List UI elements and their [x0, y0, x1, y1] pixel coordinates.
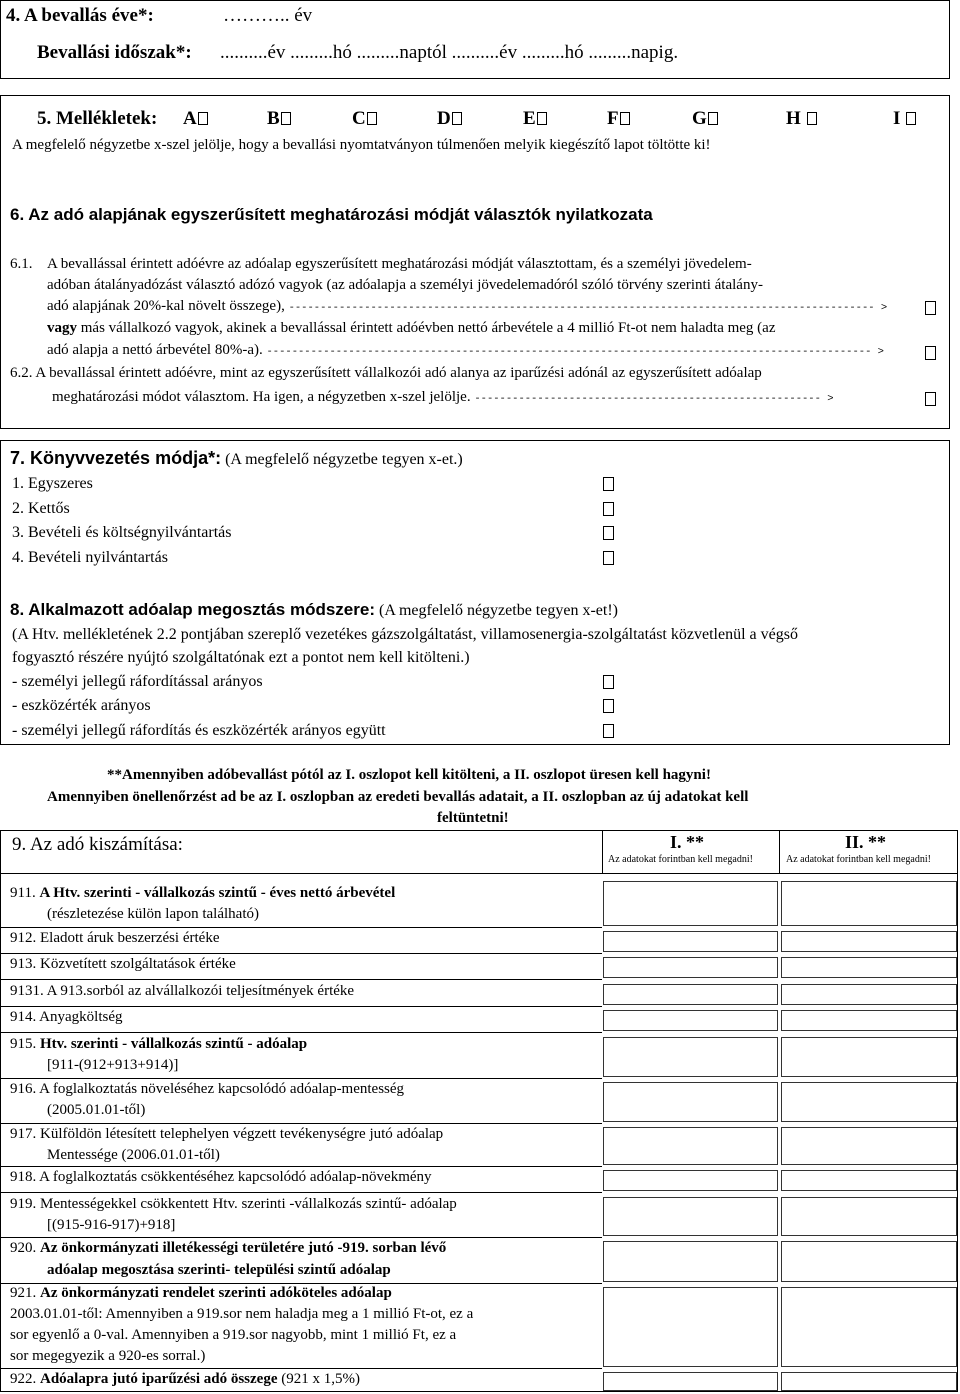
- apportion-checkbox[interactable]: [603, 699, 614, 713]
- section-8-note-1: (A Htv. mellékletének 2.2 pontjában szereplő vezetékes gázszolgáltatást, villamosenergia-szolgáltatást közvetlenül a végső: [12, 626, 798, 643]
- amount-input-box[interactable]: [781, 1010, 957, 1031]
- checkbox[interactable]: [281, 112, 291, 125]
- row-921-line-3: sor egyenlő a 0-val. Amennyiben a 919.sor nagyobb, mint 1 millió Ft, ez a: [10, 1327, 457, 1343]
- row-line: [0, 1192, 602, 1193]
- p62-checkbox[interactable]: [925, 392, 936, 406]
- section-7-subtitle: (A megfelelő négyzetbe tegyen x-et.): [221, 451, 463, 468]
- attachment-letter: C: [352, 108, 366, 129]
- col-divider: [779, 830, 780, 874]
- attachment-b[interactable]: [267, 108, 291, 130]
- row-916: [10, 1081, 404, 1098]
- p61-line-4-text: más vállalkozó vagyok, akinek a bevallással érintett adóévben nettó árbevétele a 4 millió Ft-ot nem haladta meg (az: [77, 320, 776, 336]
- row-number: 9131.: [10, 983, 44, 999]
- tax-year-field[interactable]: ……….. év: [223, 5, 313, 26]
- row-label: Külföldön létesített telephelyen végzett tevékenységre jutó adóalap: [36, 1126, 444, 1142]
- attachment-letter: E: [523, 108, 536, 129]
- section-6-title: 6. Az adó alapjának egyszerűsített meghatározási módját választók nyilatkozata: [10, 205, 653, 224]
- bookkeeping-option: 1. Egyszeres: [12, 475, 93, 492]
- row-912: [10, 930, 220, 947]
- attachment-letter: F: [607, 108, 619, 129]
- apportion-checkbox[interactable]: [603, 675, 614, 689]
- p61-line-3: [47, 298, 887, 315]
- period-field[interactable]: ..........év .........hó .........naptól ..........év .........hó .........napig.: [220, 42, 679, 63]
- p61-line-3-text: adó alapjának 20%-kal növelt összege),: [47, 298, 289, 314]
- amount-input-box[interactable]: [603, 881, 778, 926]
- row-line: [0, 1283, 602, 1284]
- attachment-letter: A: [183, 108, 197, 129]
- attachment-f[interactable]: [607, 108, 630, 130]
- section-8-note-2: fogyasztó részére nyújtó szolgáltatónak ezt a pontot nem kell kitölteni.): [12, 649, 470, 666]
- dash-leader: --------------------------------------------------------------------------------------------- >: [288, 302, 888, 314]
- attachment-c[interactable]: [352, 108, 377, 130]
- p61-line-4: [47, 320, 776, 337]
- amount-input-box[interactable]: [603, 1010, 778, 1031]
- row-bold: Az önkormányzati illetékességi területére jutó -919. sorban lévő: [40, 1240, 447, 1256]
- bookkeeping-checkbox[interactable]: [603, 477, 614, 491]
- attachment-letter: I: [893, 108, 901, 129]
- checkbox[interactable]: [198, 112, 208, 125]
- row-label: Közvetített szolgáltatások értéke: [36, 956, 236, 972]
- amount-input-box[interactable]: [603, 1372, 778, 1391]
- row-number: 921.: [10, 1285, 37, 1301]
- dash-leader: ------------------------------------------------------- >: [474, 393, 834, 405]
- row-917: [10, 1126, 443, 1143]
- col-1-header: I. **: [670, 832, 705, 852]
- attachment-letter: G: [692, 108, 707, 129]
- row-922: [10, 1371, 360, 1388]
- section-8-title-text: 8. Alkalmazott adóalap megosztás módszere:: [10, 600, 375, 619]
- checkbox[interactable]: [620, 112, 630, 125]
- amount-input-box[interactable]: [603, 957, 778, 978]
- p62-line-2-text: meghatározási módot választom. Ha igen, a négyzetben x-szel jelölje.: [52, 389, 475, 405]
- attachment-d[interactable]: [437, 108, 462, 130]
- row-label: A foglalkoztatás növeléséhez kapcsolódó adóalap-mentesség: [36, 1081, 405, 1097]
- p61-num: 6.1.: [10, 256, 33, 272]
- row-number: 915.: [10, 1036, 37, 1052]
- amount-input-box[interactable]: [603, 1127, 778, 1165]
- bookkeeping-option: 2. Kettős: [12, 500, 70, 517]
- checkbox[interactable]: [708, 112, 718, 125]
- row-915: [10, 1036, 307, 1053]
- bookkeeping-option: 3. Bevételi és költségnyilvántartás: [12, 524, 232, 541]
- section-9-title: 9. Az adó kiszámítása:: [12, 834, 183, 855]
- checkbox[interactable]: [807, 112, 817, 125]
- row-label: (921 x 1,5%): [277, 1371, 360, 1387]
- row-line: [0, 1032, 602, 1033]
- section-8-title: [10, 600, 618, 620]
- row-number: 912.: [10, 930, 37, 946]
- row-line: [0, 927, 602, 928]
- row-line: [0, 1078, 602, 1079]
- row-914: [10, 1009, 123, 1026]
- amount-input-box[interactable]: [781, 881, 957, 926]
- row-number: 911.: [10, 885, 36, 901]
- amount-input-box[interactable]: [603, 1170, 778, 1191]
- p62-line-1: 6.2. A bevallással érintett adóévre, mint az egyszerűsített vállalkozói adó alanya az iparűzési adónál az egyszerűsített adóalap: [10, 365, 762, 381]
- period-label: Bevallási időszak*:: [37, 42, 192, 63]
- row-label: Eladott áruk beszerzési értéke: [36, 930, 220, 946]
- p61-b-checkbox[interactable]: [925, 346, 936, 360]
- bookkeeping-checkbox[interactable]: [603, 526, 614, 540]
- amount-input-box[interactable]: [603, 984, 778, 1005]
- p61-line-1: A bevallással érintett adóévre az adóalap egyszerűsített meghatározási módját választottam, és a személyi jövedelem-: [47, 256, 752, 272]
- row-number: 917.: [10, 1126, 37, 1142]
- amount-input-box[interactable]: [781, 1287, 957, 1367]
- amount-input-box[interactable]: [603, 1241, 778, 1282]
- attachment-letter: B: [267, 108, 280, 129]
- row-921-line-4: sor megegyezik a 920-es sorral.): [10, 1348, 206, 1364]
- row-921: [10, 1285, 392, 1302]
- row-label: A foglalkoztatás csökkentéséhez kapcsolódó adóalap-növekmény: [36, 1169, 432, 1185]
- row-911-line-2: (részletezése külön lapon található): [47, 906, 259, 922]
- amount-input-box[interactable]: [603, 1082, 778, 1122]
- row-number: 919.: [10, 1196, 37, 1212]
- col-divider: [602, 830, 603, 874]
- attachment-i[interactable]: [893, 108, 916, 130]
- checkbox[interactable]: [906, 112, 916, 125]
- col-2-note: Az adatokat forintban kell megadni!: [786, 854, 931, 865]
- row-913: [10, 956, 236, 973]
- apportion-option: - eszközérték arányos: [12, 697, 151, 714]
- row-line: [0, 1237, 602, 1238]
- row-label: szerinti - vállalkozás szintű - éves nettó árbevétel: [80, 885, 396, 901]
- row-label: Mentességekkel csökkentett Htv. szerinti -vállalkozás szintű- adóalap: [36, 1196, 457, 1212]
- row-label: Anyagköltség: [36, 1009, 123, 1025]
- row-bold: A Htv.: [39, 885, 81, 901]
- amount-input-box[interactable]: [781, 1170, 957, 1191]
- row-line: [0, 1368, 602, 1369]
- row-911: [10, 885, 395, 902]
- row-918: [10, 1169, 432, 1186]
- amount-input-box[interactable]: [781, 984, 957, 1005]
- row-919-line-2: [(915-916-917)+918]: [47, 1217, 176, 1233]
- col-2-header: II. **: [845, 832, 887, 852]
- amount-input-box[interactable]: [603, 1287, 778, 1367]
- row-919: [10, 1196, 457, 1213]
- row-bold: Adóalapra jutó iparűzési adó összege: [40, 1371, 278, 1387]
- attachment-letter: D: [437, 108, 451, 129]
- row-9131: [10, 983, 354, 1000]
- checkbox[interactable]: [367, 112, 377, 125]
- checkbox[interactable]: [537, 112, 547, 125]
- row-line: [0, 1123, 602, 1124]
- row-line: [0, 1006, 602, 1007]
- p61-line-5-text: adó alapja a nettó árbevétel 80%-a).: [47, 342, 267, 358]
- row-number: 914.: [10, 1009, 37, 1025]
- col-1-note: Az adatokat forintban kell megadni!: [608, 854, 753, 865]
- row-label: A 913.sorból az alvállalkozói teljesítmények értéke: [43, 983, 355, 999]
- p61-line-2: adóban átalányadózást választó adózó vagyok (az adóalapja a személyi jövedelemadóról szóló törvény szerinti átalány-: [47, 277, 763, 293]
- row-916-line-2: (2005.01.01-től): [47, 1102, 146, 1118]
- row-917-line-2: Mentessége (2006.01.01-től): [47, 1147, 220, 1163]
- amount-input-box[interactable]: [781, 1372, 957, 1391]
- amount-input-box[interactable]: [603, 931, 778, 952]
- row-number: 913.: [10, 956, 37, 972]
- attachments-note: A megfelelő négyzetbe x-szel jelölje, hogy a bevallási nyomtatványon túlmenően melyik kiegészítő lapot töltötte ki!: [12, 137, 711, 153]
- bookkeeping-option: 4. Bevételi nyilvántartás: [12, 549, 168, 566]
- notice-line-2: Amennyiben önellenőrzést ad be az I. oszlopban az eredeti bevallás adatait, a II. oszlopban az új adatokat kell: [47, 789, 749, 805]
- row-line: [0, 979, 602, 980]
- section-8-subtitle: (A megfelelő négyzetbe tegyen x-et!): [374, 602, 618, 619]
- amount-input-box[interactable]: [603, 1197, 778, 1236]
- row-number: 920.: [10, 1240, 37, 1256]
- attachment-letter: H: [786, 108, 801, 129]
- amount-input-box[interactable]: [781, 957, 957, 978]
- attachment-e[interactable]: [523, 108, 547, 130]
- row-number: 922.: [10, 1371, 37, 1387]
- section-7-title: [10, 448, 463, 469]
- row-920: [10, 1240, 446, 1257]
- p61-a-checkbox[interactable]: [925, 301, 936, 315]
- p62-line-2: [52, 389, 834, 406]
- row-bold: Az önkormányzati rendelet szerinti adóköteles adóalap: [40, 1285, 392, 1301]
- amount-input-box[interactable]: [781, 1037, 957, 1077]
- row-bold: Htv.: [40, 1036, 68, 1052]
- notice-line-3: feltüntetni!: [437, 810, 509, 826]
- row-915-line-2: [911-(912+913+914)]: [47, 1057, 179, 1073]
- amount-input-box[interactable]: [781, 931, 957, 952]
- tax-year-label: 4. A bevallás éve*:: [6, 5, 154, 26]
- attachment-a[interactable]: [183, 108, 208, 130]
- apportion-option: - személyi jellegű ráfordítás és eszközérték arányos együtt: [12, 722, 386, 739]
- dash-leader: ------------------------------------------------------------------------------------------------ >: [266, 346, 884, 358]
- p61-line-5: [47, 342, 884, 359]
- apportion-checkbox[interactable]: [603, 724, 614, 738]
- attachments-title: 5. Mellékletek:: [37, 108, 158, 129]
- row-line: [0, 1166, 602, 1167]
- header-divider: [0, 873, 958, 874]
- attachment-h[interactable]: [786, 108, 817, 130]
- row-number: 916.: [10, 1081, 37, 1097]
- attachment-g[interactable]: [692, 108, 718, 130]
- p61-or: vagy: [47, 320, 77, 336]
- row-number: 918.: [10, 1169, 37, 1185]
- checkbox[interactable]: [452, 112, 462, 125]
- amount-input-box[interactable]: [781, 1127, 957, 1165]
- row-921-line-2: 2003.01.01-től: Amennyiben a 919.sor nem haladja meg a 1 millió Ft-ot, ez a: [10, 1306, 474, 1322]
- bookkeeping-checkbox[interactable]: [603, 502, 614, 516]
- row-920-line-2: adóalap megosztása szerinti- települési szintű adóalap: [47, 1262, 391, 1278]
- row-label: szerinti - vállalkozás szintű - adóalap: [67, 1036, 308, 1052]
- amount-input-box[interactable]: [781, 1241, 957, 1282]
- amount-input-box[interactable]: [781, 1197, 957, 1236]
- apportion-option: - személyi jellegű ráfordítással arányos: [12, 673, 263, 690]
- notice-line-1: **Amennyiben adóbevallást pótól az I. oszlopot kell kitölteni, a II. oszlopot üresen kell hagyni!: [107, 767, 711, 783]
- row-line: [0, 953, 602, 954]
- bookkeeping-checkbox[interactable]: [603, 551, 614, 565]
- section-7-title-text: 7. Könyvvezetés módja*:: [10, 448, 222, 468]
- amount-input-box[interactable]: [603, 1037, 778, 1077]
- label-divider: [0, 873, 1, 1392]
- amount-input-box[interactable]: [781, 1082, 957, 1122]
